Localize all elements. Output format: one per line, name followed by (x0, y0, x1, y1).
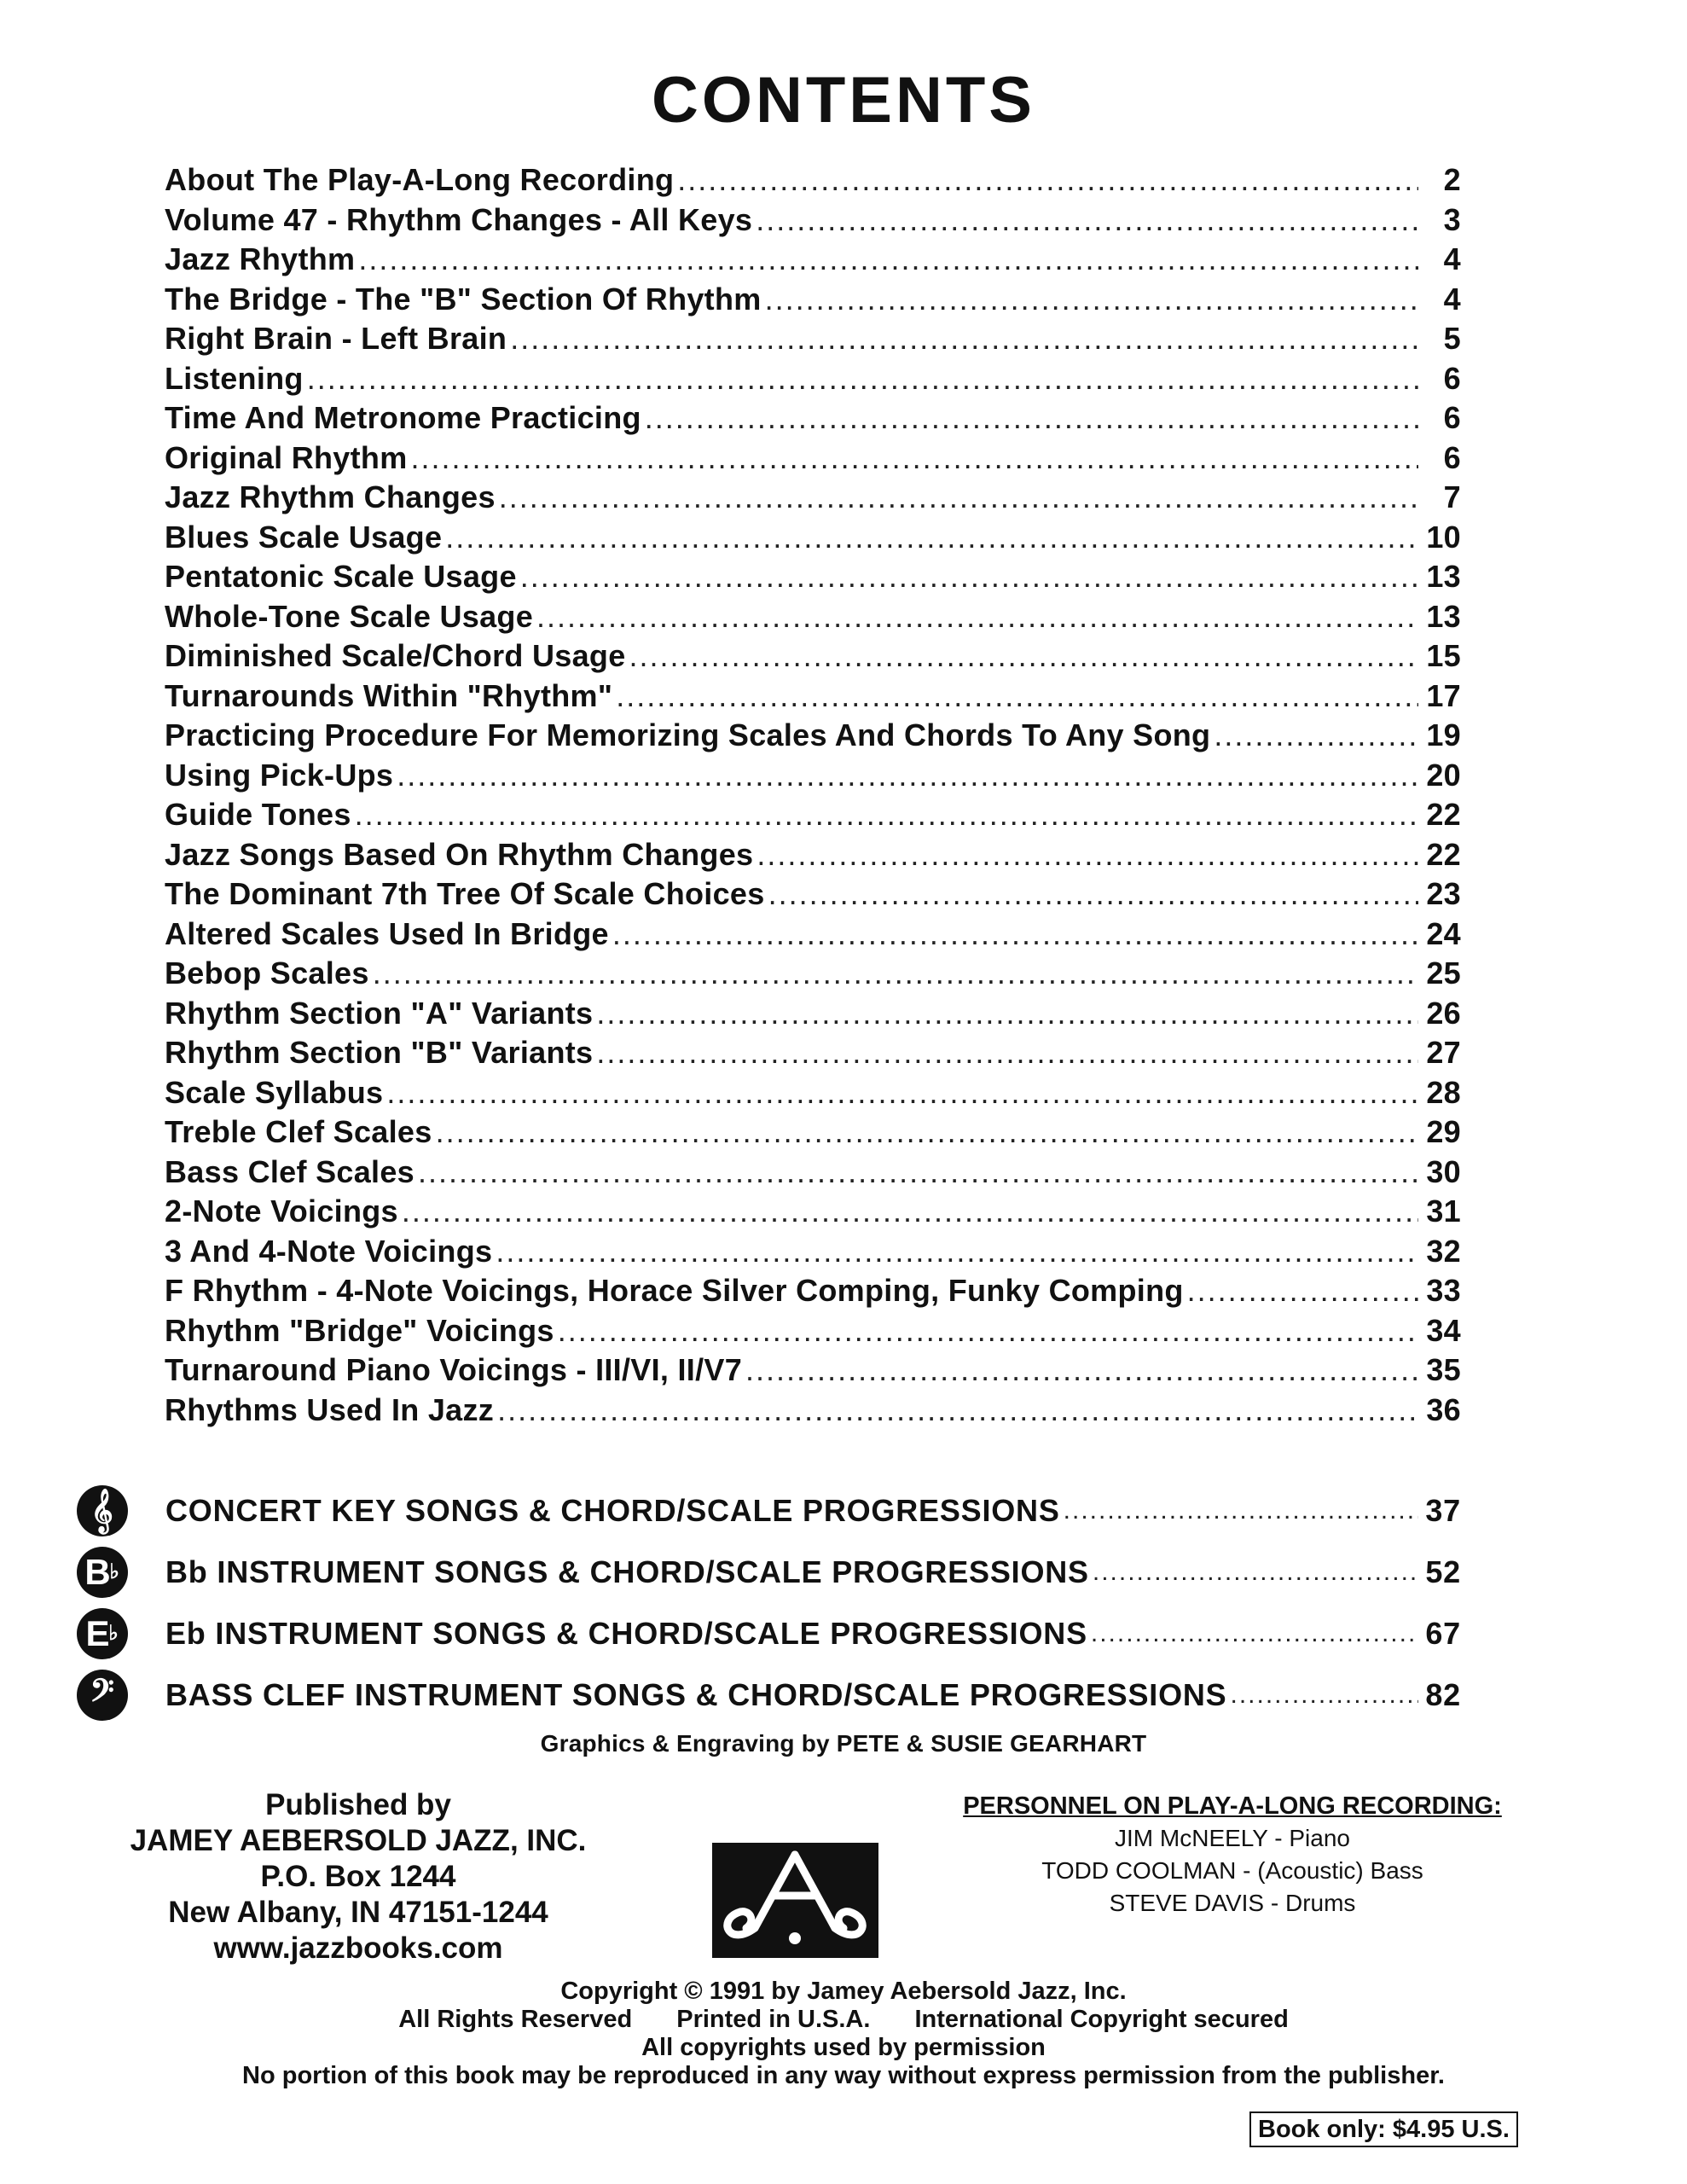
toc-entry-title: The Bridge - The "B" Section Of Rhythm (165, 281, 762, 317)
jamey-aebersold-logo-icon (712, 1843, 878, 1958)
toc-entry-page: 24 (1426, 915, 1461, 951)
toc-entry (165, 837, 1461, 877)
key-section-page: 67 (1425, 1616, 1461, 1651)
toc-entry-page: 30 (1426, 1153, 1461, 1189)
toc-entry-page: 6 (1443, 400, 1461, 435)
personnel-list (925, 1822, 1539, 1920)
dot-leader (510, 321, 1418, 357)
toc-entry-title: Jazz Rhythm (165, 241, 356, 276)
dot-leader (612, 916, 1418, 952)
toc-entry-title: Diminished Scale/Chord Usage (165, 638, 626, 673)
toc-entry-page: 28 (1426, 1074, 1461, 1110)
toc-entry-page: 2 (1443, 162, 1461, 197)
dot-leader (402, 1194, 1418, 1229)
toc-entry-page: 10 (1426, 519, 1461, 555)
toc-entry (165, 1035, 1461, 1075)
copyright-line: Copyright © 1991 by Jamey Aebersold Jazz, Inc. (560, 1978, 1127, 2005)
key-section-title: BASS CLEF INSTRUMENT SONGS & CHORD/SCALE PROGRESSIONS (165, 1677, 1227, 1712)
dot-leader (445, 520, 1418, 555)
toc-entry (165, 956, 1461, 996)
dot-leader (497, 1392, 1418, 1428)
toc-entry-title: Rhythms Used In Jazz (165, 1391, 495, 1427)
key-section-title: CONCERT KEY SONGS & CHORD/SCALE PROGRESSIONS (165, 1493, 1060, 1528)
b-flat-icon: B ♭ (77, 1547, 128, 1598)
dot-leader (1093, 1558, 1418, 1587)
toc-entry (165, 996, 1461, 1036)
dot-leader (307, 361, 1418, 397)
toc-entry-page: 27 (1426, 1035, 1461, 1070)
toc-entry (165, 678, 1461, 718)
toc-entry (165, 1194, 1461, 1234)
key-section-entry (77, 1664, 1461, 1726)
personnel-member (925, 1822, 1539, 1855)
toc-entry-title: Rhythm Section "A" Variants (165, 995, 594, 1031)
toc-entry-title: Turnarounds Within "Rhythm" (165, 677, 613, 713)
toc-entry-page: 25 (1426, 956, 1461, 990)
dot-leader (418, 1154, 1418, 1190)
toc-entry-title: Turnaround Piano Voicings - III/VI, II/V7 (165, 1352, 743, 1387)
toc-entry-title: Guide Tones (165, 797, 351, 832)
dot-leader (436, 1114, 1418, 1150)
dot-leader (397, 758, 1418, 793)
toc-entry-title: Whole-Tone Scale Usage (165, 598, 534, 634)
toc-entry-page: 19 (1426, 717, 1461, 752)
dot-leader (1231, 1681, 1419, 1710)
key-section-title: Eb INSTRUMENT SONGS & CHORD/SCALE PROGRESSIONS (165, 1616, 1087, 1651)
personnel-block (925, 1790, 1539, 1920)
publisher-city: New Albany, IN 47151-1244 (168, 1896, 548, 1929)
toc-entry-page: 34 (1426, 1312, 1461, 1348)
toc-entry-page: 22 (1426, 797, 1461, 832)
toc-entry-page: 15 (1426, 638, 1461, 673)
toc-entry-title: Treble Clef Scales (165, 1114, 432, 1149)
toc-entry-title: Pentatonic Scale Usage (165, 559, 517, 594)
dot-leader (373, 956, 1418, 991)
toc-entry (165, 479, 1461, 520)
e-flat-icon: E ♭ (77, 1608, 128, 1659)
toc-entry-title: Rhythm "Bridge" Voicings (165, 1312, 554, 1348)
publisher-po-box: P.O. Box 1244 (260, 1860, 456, 1893)
dot-leader (596, 996, 1418, 1031)
dot-leader (768, 876, 1418, 912)
permission-line: All copyrights used by permission (641, 2034, 1046, 2061)
toc-entry-page: 36 (1426, 1391, 1461, 1427)
toc-entry-page: 6 (1443, 439, 1461, 475)
toc-entry (165, 797, 1461, 837)
toc-entry-page: 4 (1443, 241, 1461, 276)
toc-entry-page: 3 (1443, 201, 1461, 237)
toc-entry-title: Right Brain - Left Brain (165, 321, 507, 356)
toc-entry-title: The Dominant 7th Tree Of Scale Choices (165, 876, 765, 911)
key-section-entry (77, 1480, 1461, 1542)
dot-leader (355, 797, 1418, 833)
page-title: CONTENTS (652, 64, 1035, 136)
dot-leader (536, 599, 1418, 635)
toc-entry-title: Volume 47 - Rhythm Changes - All Keys (165, 201, 753, 237)
bass-clef-icon: 𝄢 (77, 1670, 128, 1721)
dot-leader (358, 241, 1418, 277)
toc-entry (165, 361, 1461, 401)
toc-entry-page: 13 (1426, 598, 1461, 634)
toc-entry (165, 876, 1461, 916)
dot-leader (496, 1234, 1418, 1269)
toc-entry (165, 400, 1461, 440)
toc-entry-page: 20 (1426, 757, 1461, 793)
dot-leader (499, 479, 1418, 515)
toc-entry (165, 282, 1461, 322)
personnel-member (925, 1855, 1539, 1887)
key-sections (77, 1480, 1461, 1726)
toc-entry (165, 241, 1461, 282)
treble-clef-icon: 𝄞 (77, 1485, 128, 1536)
toc-entry-page: 13 (1426, 559, 1461, 594)
published-by-label: Published by (265, 1788, 451, 1821)
key-section-entry (77, 1603, 1461, 1664)
toc-entry (165, 440, 1461, 480)
toc-entry-title: Scale Syllabus (165, 1074, 384, 1110)
toc-entry (165, 520, 1461, 560)
toc-entry-page: 26 (1426, 995, 1461, 1031)
rights-line (0, 2006, 1687, 2034)
dot-leader (677, 162, 1418, 198)
toc-entry (165, 1273, 1461, 1313)
personnel-name: JIM McNEELY (1115, 1825, 1268, 1851)
reproduction-notice: No portion of this book may be reproduced in any way without express permission from the publisher. (242, 2062, 1445, 2089)
dot-leader (645, 400, 1418, 436)
toc-entry-title: 2-Note Voicings (165, 1194, 398, 1228)
toc-entry-title: Time And Metronome Practicing (165, 400, 641, 435)
toc-entry-title: Jazz Songs Based On Rhythm Changes (165, 836, 754, 872)
toc-entry (165, 162, 1461, 202)
toc-entry-title: 3 And 4-Note Voicings (165, 1233, 493, 1269)
toc-entry (165, 599, 1461, 639)
dot-leader (745, 1352, 1418, 1388)
toc-entry (165, 321, 1461, 361)
key-section-entry (77, 1542, 1461, 1603)
toc-entry (165, 1075, 1461, 1115)
dot-leader (616, 678, 1418, 714)
dot-leader (386, 1075, 1418, 1111)
toc-entry (165, 1154, 1461, 1194)
toc-entry-page: 31 (1426, 1194, 1461, 1228)
dot-leader (1214, 717, 1418, 753)
price-box: Book only: $4.95 U.S. (1249, 2111, 1518, 2147)
toc-entry (165, 916, 1461, 956)
dot-leader (1064, 1496, 1418, 1525)
international-copyright: International Copyright secured (914, 2006, 1289, 2033)
toc-entry (165, 717, 1461, 758)
toc-entry (165, 202, 1461, 242)
personnel-member (925, 1887, 1539, 1920)
toc-entry-title: Original Rhythm (165, 439, 408, 475)
toc-entry-page: 5 (1443, 321, 1461, 356)
toc-entry-page: 35 (1426, 1352, 1461, 1387)
personnel-heading: PERSONNEL ON PLAY-A-LONG RECORDING: (963, 1792, 1502, 1820)
toc-entry-page: 17 (1426, 677, 1461, 713)
personnel-role: - Piano (1267, 1825, 1350, 1851)
toc-entry-page: 33 (1426, 1273, 1461, 1308)
toc-entry (165, 1234, 1461, 1274)
key-section-page: 52 (1425, 1554, 1461, 1589)
dot-leader (765, 282, 1418, 317)
printed-in: Printed in U.S.A. (676, 2006, 871, 2033)
toc-entry-page: 29 (1426, 1114, 1461, 1149)
toc-entry-title: Jazz Rhythm Changes (165, 479, 496, 514)
dot-leader (596, 1035, 1418, 1071)
toc-entry (165, 638, 1461, 678)
personnel-name: STEVE DAVIS (1109, 1890, 1265, 1916)
key-section-page: 82 (1425, 1677, 1461, 1712)
dot-leader (558, 1313, 1418, 1349)
toc-entry (165, 1392, 1461, 1432)
toc-entry-page: 32 (1426, 1233, 1461, 1269)
key-section-page: 37 (1425, 1493, 1461, 1528)
toc-entry-title: Bass Clef Scales (165, 1153, 415, 1189)
personnel-role: - (Acoustic) Bass (1236, 1857, 1423, 1884)
toc-entry-title: Blues Scale Usage (165, 519, 443, 555)
table-of-contents (165, 162, 1461, 1432)
toc-entry-title: Rhythm Section "B" Variants (165, 1035, 594, 1070)
key-section-title: Bb INSTRUMENT SONGS & CHORD/SCALE PROGRESSIONS (165, 1554, 1089, 1589)
toc-entry-page: 7 (1443, 479, 1461, 514)
dot-leader (629, 638, 1418, 674)
personnel-name: TODD COOLMAN (1041, 1857, 1237, 1884)
toc-entry-page: 22 (1426, 836, 1461, 872)
toc-entry-page: 6 (1443, 360, 1461, 396)
toc-entry (165, 1114, 1461, 1154)
dot-leader (1091, 1619, 1418, 1648)
toc-entry-title: Bebop Scales (165, 956, 369, 990)
dot-leader (520, 559, 1418, 595)
publisher-website: www.jazzbooks.com (213, 1931, 503, 1965)
toc-entry-title: About The Play-A-Long Recording (165, 162, 675, 197)
toc-entry (165, 758, 1461, 798)
rights-reserved: All Rights Reserved (398, 2006, 633, 2033)
toc-entry (165, 1313, 1461, 1353)
toc-entry (165, 1352, 1461, 1392)
toc-entry-title: F Rhythm - 4-Note Voicings, Horace Silver Comping, Funky Comping (165, 1273, 1184, 1308)
dot-leader (1187, 1273, 1418, 1309)
toc-entry (165, 559, 1461, 599)
toc-entry-title: Listening (165, 360, 304, 396)
toc-entry-page: 4 (1443, 281, 1461, 317)
toc-entry-page: 23 (1426, 876, 1461, 911)
toc-entry-title: Using Pick-Ups (165, 757, 394, 793)
publisher-name: JAMEY AEBERSOLD JAZZ, INC. (130, 1824, 587, 1857)
copyright-block (0, 1978, 1687, 2090)
toc-entry-title: Practicing Procedure For Memorizing Scales And Chords To Any Song (165, 717, 1211, 752)
dot-leader (411, 440, 1418, 476)
personnel-role: - Drums (1264, 1890, 1356, 1916)
publisher-block (102, 1787, 614, 1966)
dot-leader (756, 202, 1418, 238)
dot-leader (757, 837, 1418, 873)
toc-entry-title: Altered Scales Used In Bridge (165, 915, 609, 951)
graphics-credit: Graphics & Engraving by PETE & SUSIE GEARHART (540, 1730, 1147, 1757)
